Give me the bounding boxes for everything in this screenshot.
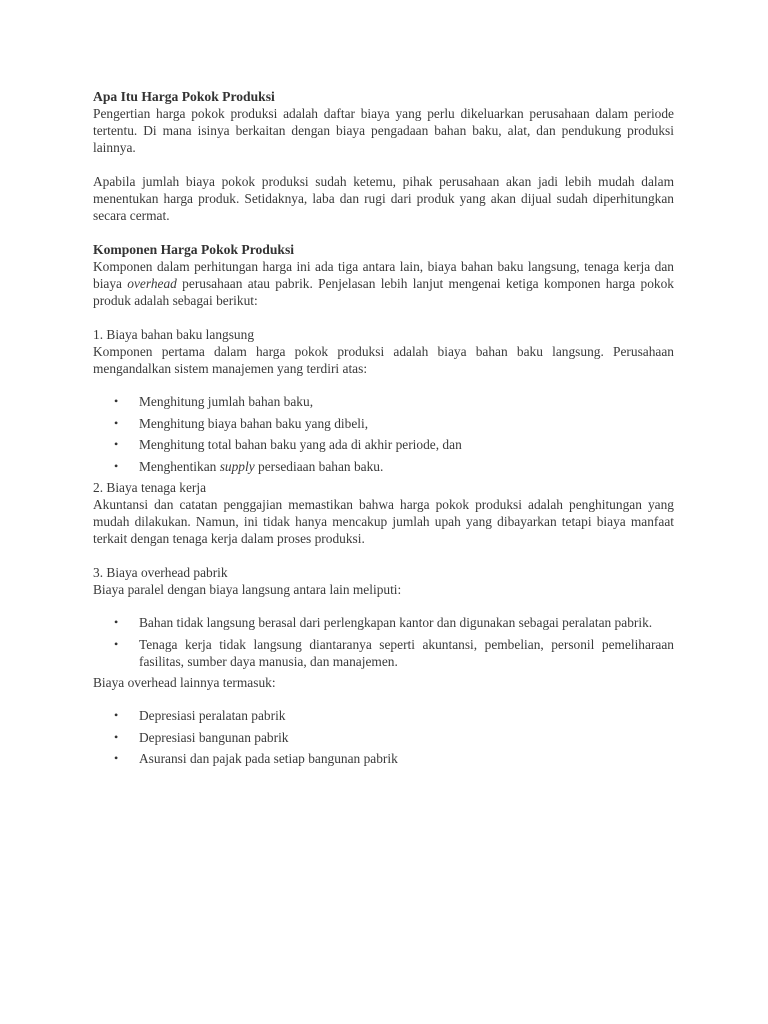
paragraph-overhead-lainnya: Biaya overhead lainnya termasuk:: [93, 675, 276, 690]
list-overhead: [93, 614, 674, 670]
list-item: • Depresiasi bangunan pabrik: [93, 729, 674, 746]
list-item: • Menghitung jumlah bahan baku,: [93, 393, 674, 410]
subheading-overhead: 3. Biaya overhead pabrik: [93, 565, 228, 580]
list-item: • Asuransi dan pajak pada setiap bangunan pabrik: [93, 750, 674, 767]
paragraph-bahan-baku: Komponen pertama dalam harga pokok produksi adalah biaya bahan baku langsung. Perusahaan mengandalkan sistem manajemen yang terdiri atas:: [93, 344, 674, 376]
paragraph-apabila: Apabila jumlah biaya pokok produksi sudah ketemu, pihak perusahaan akan jadi lebih mudah dalam menentukan harga produk. Setidaknya, laba dan rugi dari produk yang akan dijual sudah diperhitungkan secara cermat.: [93, 174, 674, 223]
paragraph-overhead: Biaya paralel dengan biaya langsung antara lain meliputi:: [93, 582, 402, 597]
list-item: • Menghitung total bahan baku yang ada di akhir periode, dan: [93, 436, 674, 453]
paragraph-tenaga-kerja: Akuntansi dan catatan penggajian memastikan bahwa harga pokok produksi adalah penghitungan yang mudah dilakukan. Namun, ini tidak hanya mencakup jumlah upah yang dibayarkan tetapi biaya manfaat terkait dengan tenaga kerja dalam proses produksi.: [93, 497, 674, 546]
paragraph-pengertian: Pengertian harga pokok produksi adalah daftar biaya yang perlu dikeluarkan perusahaan dalam periode tertentu. Di mana isinya berkaitan dengan biaya pengadaan bahan baku, alat, dan pendukung produksi lainnya.: [93, 106, 674, 155]
list-item: • Depresiasi peralatan pabrik: [93, 707, 674, 724]
section-heading-komponen: Komponen Harga Pokok Produksi: [93, 242, 295, 257]
list-bahan-baku: [93, 393, 674, 475]
section-heading-harga-pokok: Apa Itu Harga Pokok Produksi: [93, 89, 275, 104]
document-page: [93, 88, 674, 772]
paragraph-komponen: Komponen dalam perhitungan harga ini ada tiga antara lain, biaya bahan baku langsung, tenaga kerja dan biaya overhead perusahaan atau pabrik. Penjelasan lebih lanjut mengenai ketiga komponen harga pokok produk adalah sebagai berikut:: [93, 259, 674, 308]
list-item: • Menghitung biaya bahan baku yang dibeli,: [93, 415, 674, 432]
list-item: • Bahan tidak langsung berasal dari perlengkapan kantor dan digunakan sebagai peralatan pabrik.: [93, 614, 674, 631]
list-overhead-lainnya: [93, 707, 674, 767]
list-item: • Tenaga kerja tidak langsung diantaranya seperti akuntansi, pembelian, personil pemeliharaan fasilitas, sumber daya manusia, dan manajemen.: [93, 636, 674, 670]
subheading-bahan-baku: 1. Biaya bahan baku langsung: [93, 327, 255, 342]
list-item: • Menghentikan supply persediaan bahan baku.: [93, 458, 674, 475]
subheading-tenaga-kerja: 2. Biaya tenaga kerja: [93, 480, 207, 495]
